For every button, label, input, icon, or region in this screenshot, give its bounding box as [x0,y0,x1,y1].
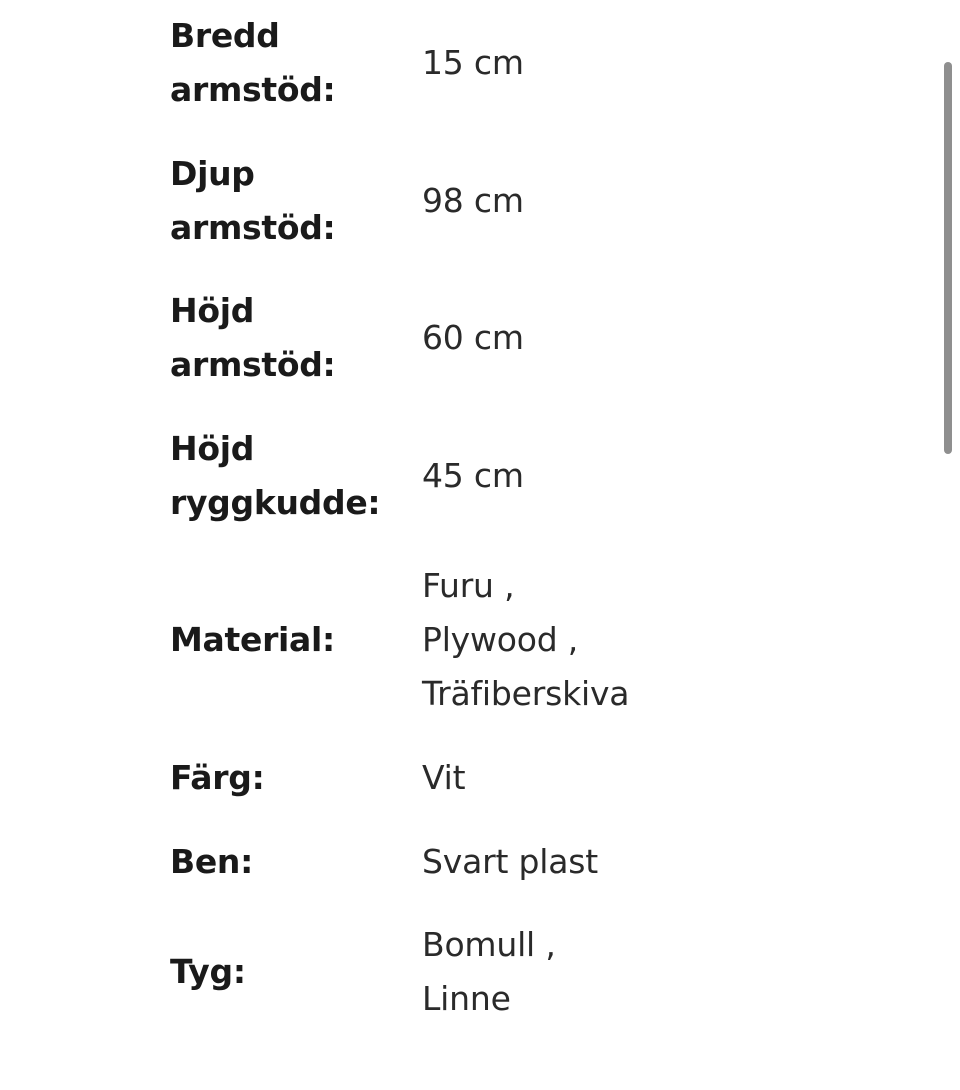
spec-label [170,147,400,255]
spec-row-hojd-armstod [0,284,940,394]
scrollbar-thumb[interactable] [944,62,952,454]
spec-label [170,284,400,392]
spec-label-line: Tyg: [170,952,246,991]
spec-label [170,9,400,117]
spec-value-line: Furu , [422,566,515,605]
spec-value [422,559,902,721]
spec-label-line: Bredd [170,16,280,55]
spec-row-material [0,559,940,723]
spec-row-djup-armstod [0,147,940,257]
spec-value [422,311,902,365]
spec-label-line: Färg: [170,758,265,797]
spec-value [422,174,902,228]
spec-label-line: armstöd: [170,70,336,109]
spec-label-line: Höjd [170,291,255,330]
spec-value-line: Vit [422,758,466,797]
spec-row-ben [0,835,940,891]
spec-label-line: armstöd: [170,345,336,384]
spec-value [422,751,902,805]
spec-label [170,835,400,889]
spec-value-line: 98 cm [422,181,524,220]
spec-value [422,36,902,90]
spec-label [170,751,400,805]
spec-value-line: Träfiberskiva [422,674,630,713]
spec-value-line: Svart plast [422,842,598,881]
spec-row-farg [0,751,940,807]
spec-label [170,613,400,667]
spec-label [170,422,400,530]
spec-value-line: Bomull , [422,925,556,964]
spec-label-line: Material: [170,620,335,659]
spec-value-line: 60 cm [422,318,524,357]
spec-row-hojd-ryggkudde [0,422,940,532]
spec-row-tyg [0,918,940,1028]
spec-value [422,835,902,889]
spec-label-line: Höjd [170,429,255,468]
spec-value [422,918,902,1026]
spec-value-line: 45 cm [422,456,524,495]
spec-label-line: Djup [170,154,255,193]
spec-label-line: Ben: [170,842,254,881]
spec-value-line: Plywood , [422,620,579,659]
spec-value-line: 15 cm [422,43,524,82]
spec-label-line: armstöd: [170,208,336,247]
spec-label-line: ryggkudde: [170,483,381,522]
spec-label [170,945,400,999]
spec-value-line: Linne [422,979,511,1018]
spec-row-bredd-armstod [0,9,940,119]
spec-value [422,449,902,503]
